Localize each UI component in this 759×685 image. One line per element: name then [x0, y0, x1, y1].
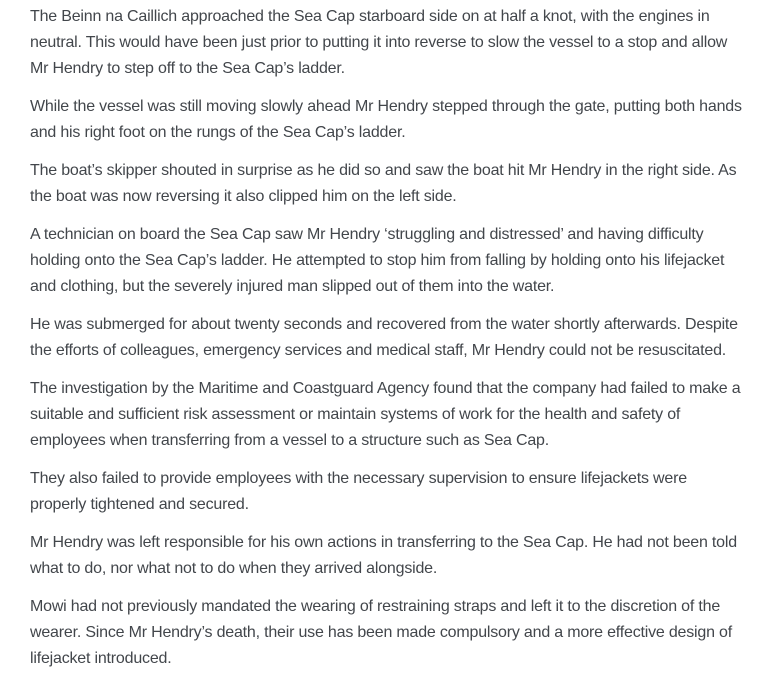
article-paragraph-6: The investigation by the Maritime and Coastguard Agency found that the company had failed to make a suitable and sufficient risk assessment or maintain systems of work for the health and safety of employees when transferring from a vessel to a structure such as Sea Cap.	[30, 380, 741, 449]
article-paragraph-4: A technician on board the Sea Cap saw Mr Hendry ‘struggling and distressed’ and having difficulty holding onto the Sea Cap’s ladder. He attempted to stop him from falling by holding onto his lifejacket and clothing, but the severely injured man slipped out of them into the water.	[30, 226, 725, 295]
article-paragraph-2: While the vessel was still moving slowly ahead Mr Hendry stepped through the gate, putting both hands and his right foot on the rungs of the Sea Cap’s ladder.	[30, 98, 742, 141]
article-paragraph-3: The boat’s skipper shouted in surprise as he did so and saw the boat hit Mr Hendry in the right side. As the boat was now reversing it also clipped him on the left side.	[30, 162, 737, 205]
article-paragraph-1: The Beinn na Caillich approached the Sea Cap starboard side on at half a knot, with the engines in neutral. This would have been just prior to putting it into reverse to slow the vessel to a stop and allow Mr Hendry to step off to the Sea Cap’s ladder.	[30, 8, 728, 77]
article-paragraph-9: Mowi had not previously mandated the wearing of restraining straps and left it to the discretion of the wearer. Since Mr Hendry’s death, their use has been made compulsory and a more effective design of lifejacket introduced.	[30, 598, 732, 667]
article-paragraph-8: Mr Hendry was left responsible for his own actions in transferring to the Sea Cap. He had not been told what to do, nor what not to do when they arrived alongside.	[30, 534, 737, 577]
article-paragraph-5: He was submerged for about twenty seconds and recovered from the water shortly afterwards. Despite the efforts of colleagues, emergency services and medical staff, Mr Hendry could not be resuscitated.	[30, 316, 738, 359]
article-paragraph-7: They also failed to provide employees with the necessary supervision to ensure lifejackets were properly tightened and secured.	[30, 470, 687, 513]
